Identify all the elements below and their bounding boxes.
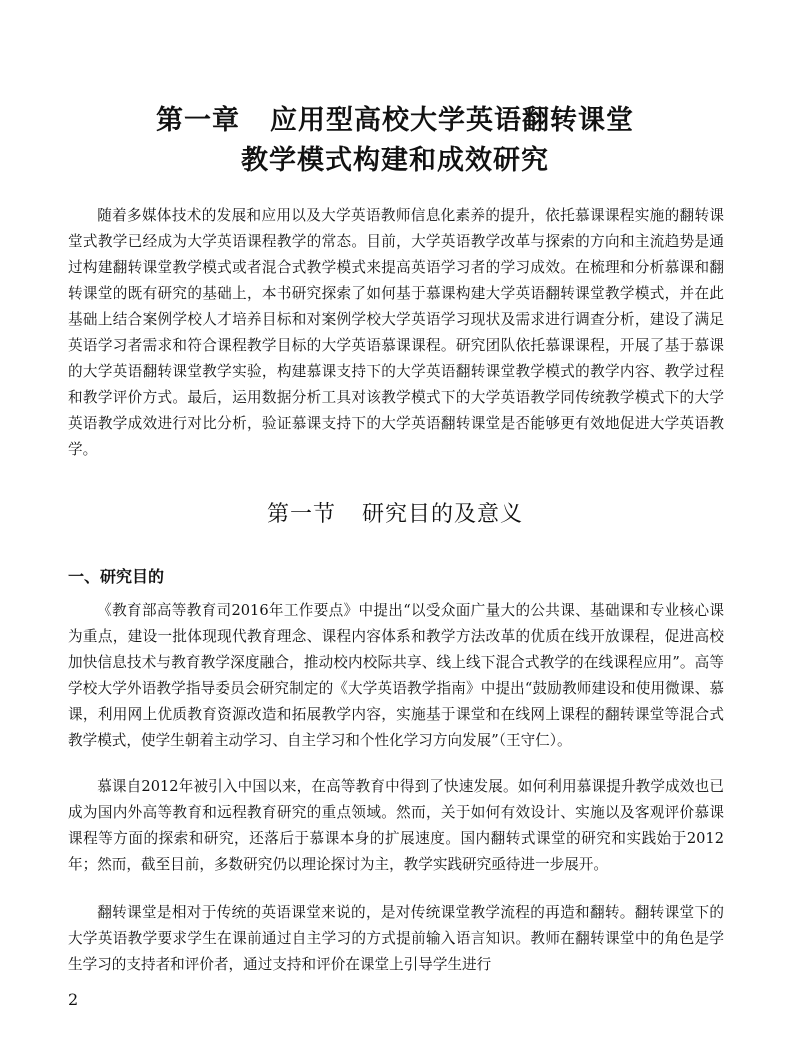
intro-paragraph: 随着多媒体技术的发展和应用以及大学英语教师信息化素养的提升，依托慕课课程实施的翻转课堂式教学已经成为大学英语课程教学的常态。目前，大学英语教学改革与探索的方向和主流趋势是通过构建翻转课堂教学模式或者混合式教学模式来提高英语学习者的学习成效。在梳理和分析慕课和翻转课堂的既有研究的基础上，本书研究探索了如何基于慕课构建大学英语翻转课堂教学模式，并在此基础上结合案例学校人才培养目标和对案例学校大学英语学习现状及需求进行调查分析，建设了满足英语学习者需求和符合课程教学目标的大学英语慕课课程。研究团队依托慕课课程，开展了基于慕课的大学英语翻转课堂教学实验，构建慕课支持下的大学英语翻转课堂教学模式的教学内容、教学过程和教学评价方式。最后，运用数据分析工具对该教学模式下的大学英语教学同传统教学模式下的大学英语教学成效进行对比分析，验证慕课支持下的大学英语翻转课堂是否能够更有效地促进大学英语教学。 (68, 207, 724, 458)
section-title (0, 500, 790, 530)
body-paragraph-1: 《教育部高等教育司2016年工作要点》中提出“以受众面广量大的公共课、基础课和专业核心课为重点，建设一批体现现代教育理念、课程内容体系和教学方法改革的优质在线开放课程，促进高校加快信息技术与教育教学深度融合，推动校内校际共享、线上线下混合式教学的在线课程应用”。高等学校大学外语教学指导委员会研究制定的《大学英语教学指南》中提出“鼓励教师建设和使用微课、慕课，利用网上优质教育资源改造和拓展教学内容，实施基于课堂和在线网上课程的翻转课堂等混合式教学模式，使学生朝着主动学习、自主学习和个性化学习方向发展”（王守仁）。 (68, 602, 724, 749)
chapter-title-line-2: 教学模式构建和成效研究 (241, 145, 549, 176)
chapter-title-line-1 (0, 103, 790, 139)
body-paragraph-2: 慕课自2012年被引入中国以来，在高等教育中得到了快速发展。如何利用慕课提升教学成效也已成为国内外高等教育和远程教育研究的重点领域。然而，关于如何有效设计、实施以及客观评价慕课课程等方面的探索和研究，还落后于慕课本身的扩展速度。国内翻转式课堂的研究和实践始于2012年；然而，截至目前，多数研究仍以理论探讨为主，教学实践研究亟待进一步展开。 (68, 778, 724, 873)
section-label: 第一节 (266, 502, 336, 527)
chapter-label: 第一章 (156, 105, 240, 136)
page-number: 2 (68, 990, 79, 1009)
section-title-text: 研究目的及意义 (362, 502, 524, 527)
subheading-research-purpose: 一、研究目的 (68, 567, 165, 586)
body-paragraph-3: 翻转课堂是相对于传统的英语课堂来说的，是对传统课堂教学流程的再造和翻转。翻转课堂下的大学英语教学要求学生在课前通过自主学习的方式提前输入语言知识。教师在翻转课堂中的角色是学生学习的支持者和评价者，通过支持和评价在课堂上引导学生进行 (68, 904, 724, 973)
chapter-title-text: 应用型高校大学英语翻转课堂 (270, 105, 634, 136)
